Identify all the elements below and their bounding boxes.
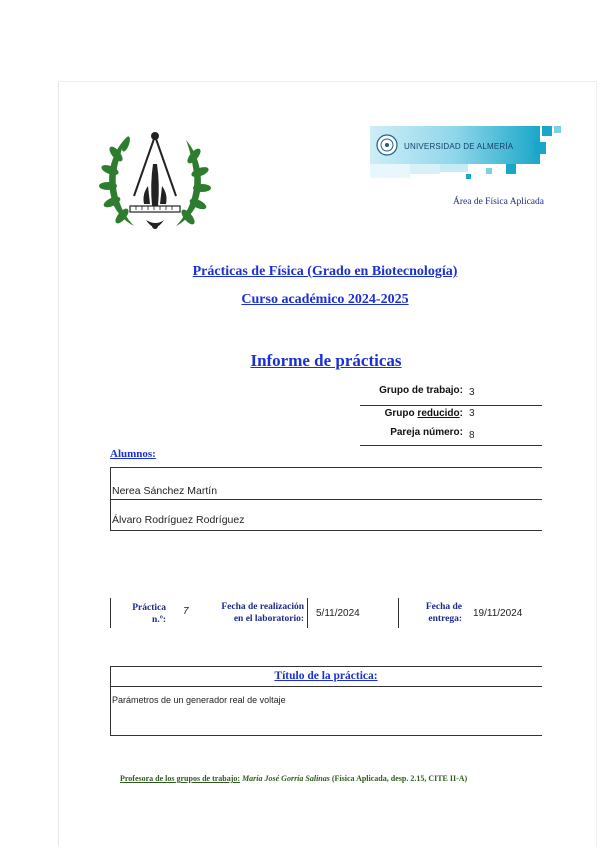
student-name: Nerea Sánchez Martín <box>112 485 218 497</box>
lab-date-label <box>200 601 304 625</box>
divider-line <box>307 598 308 628</box>
reduced-group-label-suffix: : <box>459 408 463 419</box>
academic-year: Curso académico 2024-2025 <box>241 292 409 307</box>
practice-title-value: Parámetros de un generador real de voltaje <box>112 695 286 705</box>
delivery-date-label-line2: entrega: <box>428 614 462 624</box>
course-title: Prácticas de Física (Grado en Biotecnología) <box>192 264 458 279</box>
footer-location: (Física Aplicada, desp. 2.15, CITE II-A) <box>331 774 468 783</box>
report-title: Informe de prácticas <box>250 351 402 370</box>
reduced-group-value: 3 <box>469 408 475 419</box>
divider-line <box>110 467 542 468</box>
divider-line <box>110 499 542 500</box>
reduced-group-label-prefix: Grupo <box>384 408 418 419</box>
department-area: Área de Física Aplicada <box>452 197 544 207</box>
university-logo <box>366 122 562 182</box>
divider-line <box>110 666 542 667</box>
students-label: Alumnos: <box>110 448 156 460</box>
pair-number-value: 8 <box>469 430 475 441</box>
practice-number-label-line1: Práctica <box>132 603 166 613</box>
divider-line <box>110 686 542 687</box>
lab-date-value: 5/11/2024 <box>316 608 360 619</box>
professor-footer <box>120 774 467 783</box>
practice-number-label <box>112 602 166 626</box>
university-logo-graphic <box>366 122 562 182</box>
reduced-group-label-word: reducido <box>417 408 460 419</box>
practice-number-value: 7 <box>183 606 189 617</box>
professor-name: María José Gorría Salinas <box>242 774 330 783</box>
divider-line <box>110 735 542 736</box>
university-name: UNIVERSIDAD DE ALMERÍA <box>404 142 514 151</box>
delivery-date-value: 19/11/2024 <box>473 608 523 619</box>
delivery-date-label-line1: Fecha de <box>425 602 462 612</box>
reduced-group-label <box>340 408 463 419</box>
lab-date-label-line1: Fecha de realización <box>221 602 304 612</box>
practice-title-label: Título de la práctica: <box>274 670 378 682</box>
practice-number-label-line2: n.º: <box>152 615 166 625</box>
student-name: Álvaro Rodríguez Rodríguez <box>112 514 245 526</box>
footer-prefix: Profesora de los grupos de trabajo: <box>120 774 241 783</box>
work-group-label: Grupo de trabajo: <box>379 385 463 396</box>
work-group-value: 3 <box>469 387 475 398</box>
divider-line <box>110 530 542 531</box>
divider-line <box>360 405 542 406</box>
divider-line <box>398 598 399 628</box>
faculty-crest-logo <box>96 124 214 242</box>
divider-line <box>110 598 111 628</box>
divider-line <box>360 445 542 446</box>
delivery-date-label <box>406 601 462 625</box>
pair-number-label: Pareja número: <box>390 427 463 438</box>
lab-date-label-line2: en el laboratorio: <box>233 614 304 624</box>
